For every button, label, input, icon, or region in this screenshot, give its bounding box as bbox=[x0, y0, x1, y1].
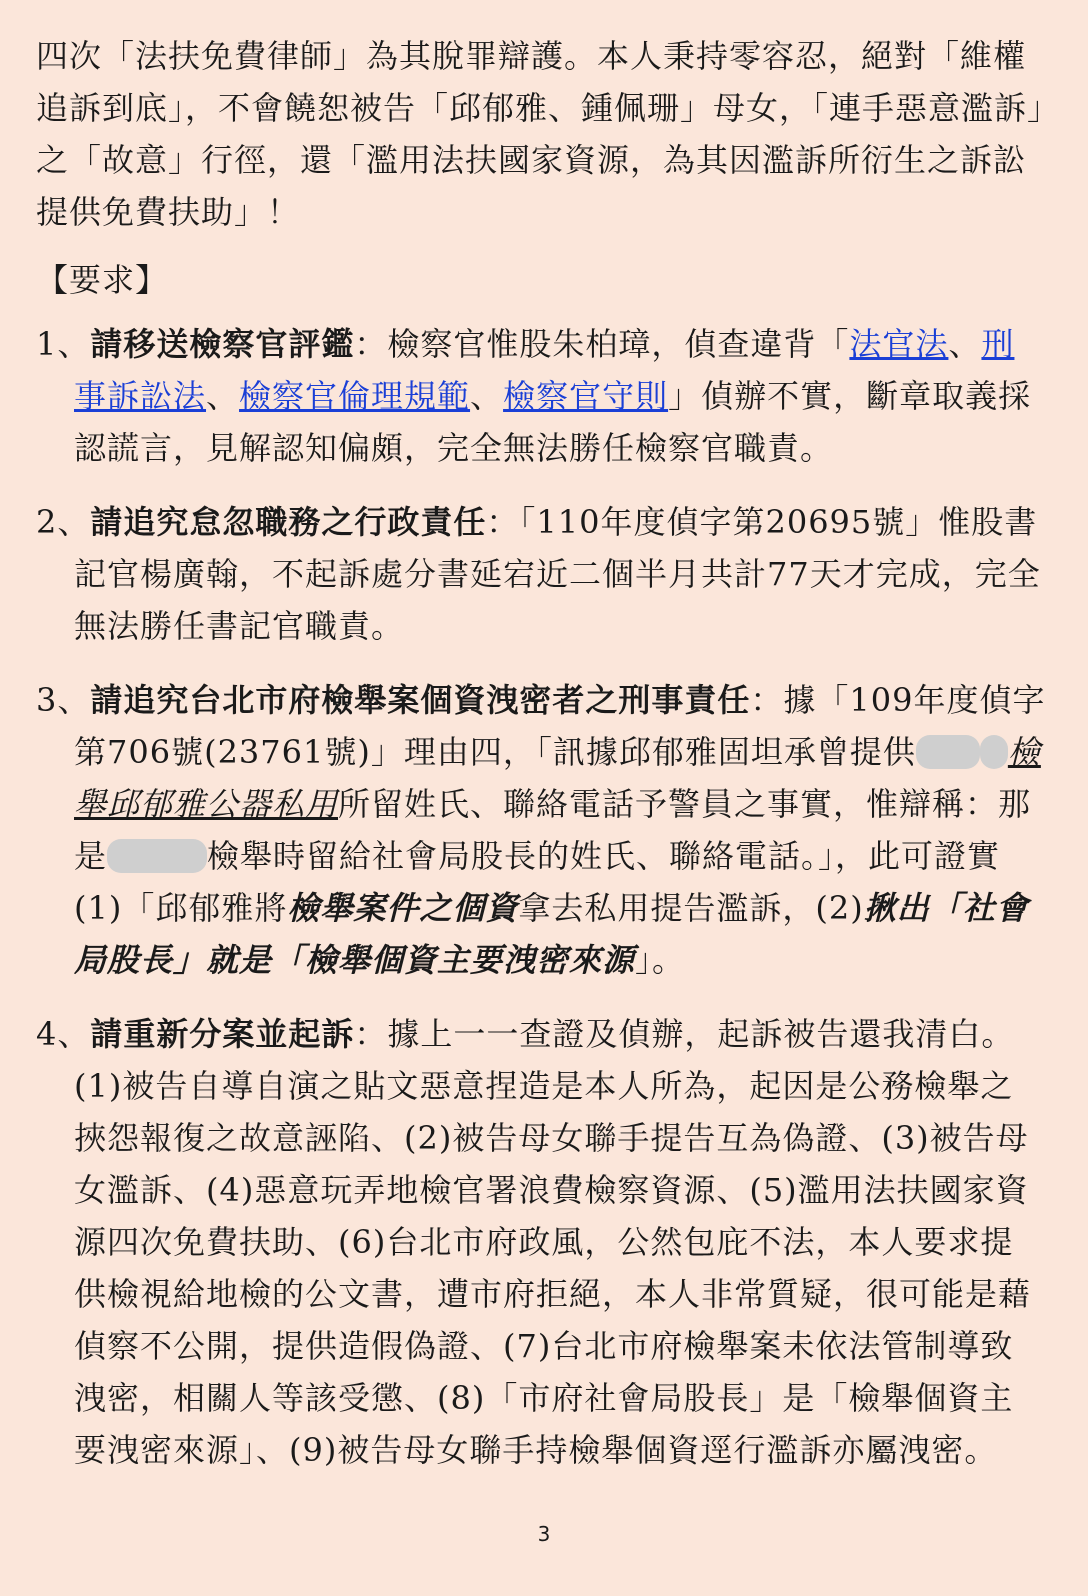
item-number: 4、 bbox=[36, 1015, 91, 1053]
separator: 、 bbox=[206, 377, 240, 415]
item-number: 3、 bbox=[36, 681, 91, 719]
requirements-heading: 【要求】 bbox=[36, 261, 169, 299]
item-text: 所留姓氏、聯絡電話予警員之事實，惟辯稱：那是 bbox=[74, 785, 1032, 875]
item-text: ：據上一一查證及偵辦，起訴被告還我清白。(1)被告自導自演之貼文惡意捏造是本人所為，起因是公務檢舉之挾怨報復之故意誣陷、(2)被告母女聯手提告互為偽證、(3)被告母女濫訴、(4)惡意玩弄地檢官署浪費檢察資源、(5)濫用法扶國家資源四次免費扶助、(6)台北市府政風，公然包庇不法，本人要求提供檢視給地檢的公文書，遭市府拒絕，本人非常質疑，很可能是藉偵察不公開，提供造假偽證、(7)台北市府檢舉案未依法管制導致洩密，相關人等該受懲、(8)「市府社會局股長」是「檢舉個資主要洩密來源」、(9)被告母女聯手持檢舉個資逕行濫訴亦屬洩密。 bbox=[74, 1015, 1032, 1469]
requirement-item-4 bbox=[36, 1008, 1046, 1476]
item-title: 請移送檢察官評鑑 bbox=[90, 325, 355, 363]
link-criminal-procedure-code[interactable]: 刑事訴訟法 bbox=[74, 325, 1015, 415]
item-number: 2、 bbox=[36, 503, 91, 541]
link-prosecutor-ethics-rules[interactable]: 檢察官倫理規範 bbox=[239, 377, 471, 415]
item-title: 請追究台北市府檢舉案個資洩密者之刑事責任 bbox=[90, 681, 751, 719]
item-text: ：「110年度偵字第20695號」惟股書記官楊廣翰，不起訴處分書延宕近二個半月共計77天才完成，完全無法勝任書記官職責。 bbox=[74, 503, 1041, 645]
item-title: 請追究怠忽職務之行政責任 bbox=[90, 503, 487, 541]
separator: 、 bbox=[948, 325, 982, 363]
bold-italic-text: 檢舉案件之個資 bbox=[287, 889, 519, 927]
item-text: 檢舉時留給社會局股長的姓氏、聯絡電話。」，此可證實(1)「邱郁雅將 bbox=[74, 837, 1001, 927]
document-page bbox=[36, 30, 1046, 1498]
item-text: 拿去私用提告濫訴，(2) bbox=[518, 889, 864, 927]
requirement-item-2 bbox=[36, 496, 1046, 652]
intro-paragraph: 四次「法扶免費律師」為其脫罪辯護。本人秉持零容忍，絕對「維權追訴到底」，不會饒恕被告「邱郁雅、鍾佩珊」母女，「連手惡意濫訴」之「故意」行徑，還「濫用法扶國家資源，為其因濫訴所衍生之訴訟提供免費扶助」！ bbox=[36, 37, 1045, 231]
item-number: 1、 bbox=[36, 325, 91, 363]
separator: 、 bbox=[470, 377, 504, 415]
link-prosecutor-code[interactable]: 檢察官守則 bbox=[503, 377, 669, 415]
requirement-item-3 bbox=[36, 674, 1046, 986]
item-text: 」。 bbox=[635, 941, 686, 979]
requirement-item-1 bbox=[36, 318, 1046, 474]
page-number: 3 bbox=[537, 1522, 551, 1546]
redaction-block bbox=[916, 735, 980, 769]
redaction-block bbox=[980, 735, 1008, 769]
redaction-block bbox=[107, 839, 207, 873]
item-text: ：檢察官惟股朱柏璋，偵查違背「 bbox=[354, 325, 850, 363]
item-title: 請重新分案並起訴 bbox=[90, 1015, 355, 1053]
italic-underlined-text: 檢舉邱郁雅公器私用 bbox=[74, 733, 1041, 823]
bold-italic-text: 揪出「社會局股長」就是「檢舉個資主要洩密來源 bbox=[74, 889, 1029, 979]
link-judges-act[interactable]: 法官法 bbox=[849, 325, 949, 363]
item-text: 」偵辦不實，斷章取義採認謊言，見解認知偏頗，完全無法勝任檢察官職責。 bbox=[74, 377, 1032, 467]
item-text: ：據「109年度偵字第706號(23761號)」理由四，「訊據邱郁雅固坦承曾提供 bbox=[74, 681, 1046, 771]
